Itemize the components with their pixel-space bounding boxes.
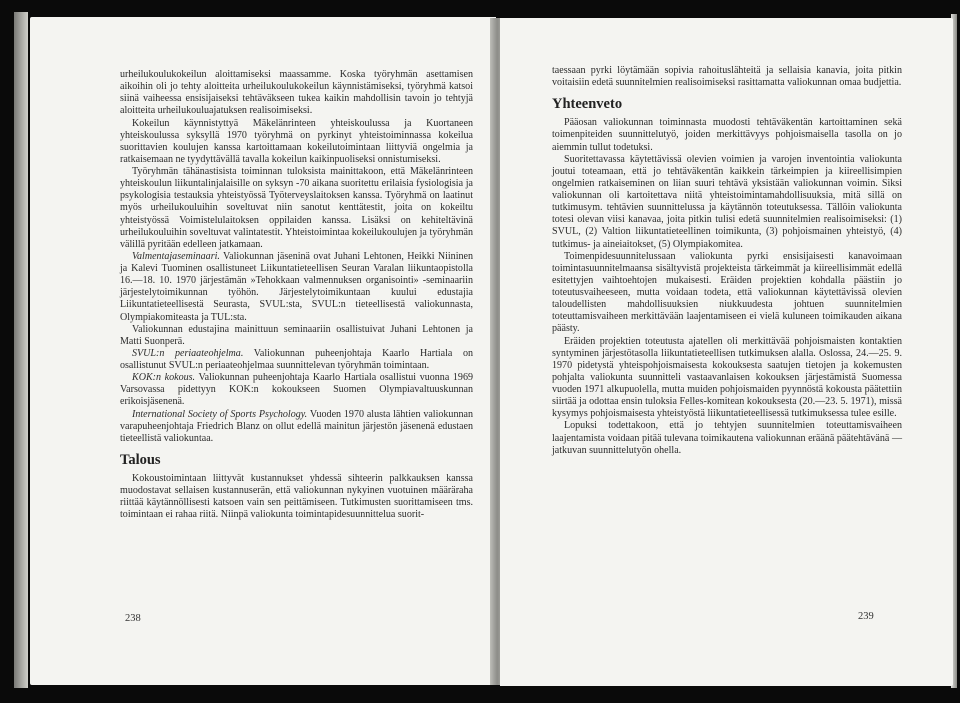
paragraph: urheilukoulukokeilun aloittamiseksi maassamme. Koska työryhmän asettamisen aikoihin oli jo tehty aloitteita urheilukoulukokeilun käynnistämiseksi, työryhmä katsoi siinä vaiheessa ensisijaiseksi tehtäväkseen tukea kaikin mahdollisin tavoin jo tehtyjä aloitteita urheilukouluajatuksen realisoimiseksi. — [120, 69, 473, 117]
run-in-heading: International Society of Sports Psychology. — [132, 408, 308, 420]
paragraph: taessaan pyrki löytämään sopivia rahoituslähteitä ja sellaisia kanavia, joita pitkin voitaisiin edetä suunnitelmien realisoimiseksi rasittamatta valiokunnan omaa budjettia. — [552, 65, 902, 89]
run-in-heading: Valmentajaseminaari. — [132, 250, 220, 262]
paragraph: Työryhmän tähänastisista toiminnan tuloksista mainittakoon, että Mäkelänrinteen yhteiskoulun liikuntalinjalaisille on syksyn -70 aikana suoritettu erilaisia fysiologisia ja psykologisia testauksia yhteistyössä Työterveyslaitoksen kanssa. Työryhmä on laatinut myös urheilukouluihin soveltuvat niin sanotut kenttätestit, joita on kokeiltu yhteistyössä Voimistelulaitoksen oppilaiden kanssa. Lisäksi on kehiteltävinä urheilukouluihin soveltuvat valintatestit. Yhteistoimintaa kokeilukoulujen ja työryhmän välillä pyritään edelleen jatkamaan. — [120, 166, 473, 250]
paragraph-valmentajaseminaari: Valmentajaseminaari. Valiokunnan jäseninä ovat Juhani Lehtonen, Heikki Niininen ja Kalevi Tuominen osallistuneet Liikuntatieteellisen Seuran Varalan liikuntaopistolla 16.—18. 10. 1970 järjestämän »Tehokkaan valmennuksen organisointi» -seminaariin järjestelytoimikunnan työhön. Järjestelytoimikuntaan kuului edustajia Liikuntatieteellisestä Seurasta, SVUL:sta, SVUL:n tieteellisestä valiokunnasta, Olympiakomiteasta ja TUL:sta. — [120, 250, 473, 323]
paragraph: Kokoustoimintaan liittyvät kustannukset yhdessä sihteerin palkkauksen kanssa muodostavat sellaisen kustannuserän, että valiokunnan nykyinen vuotuinen määräraha riittää käytännöllisesti katsoen vain sen peittämiseen. Tutkimusten suorittamiseen tms. toimintaan ei rahaa riitä. Niinpä valiokunta toimintapidesuunnittelua suorit- — [120, 472, 473, 521]
run-in-heading: KOK:n kokous. — [132, 372, 196, 384]
left-page-edge — [14, 12, 28, 688]
section-heading-yhteenveto: Yhteenveto — [552, 96, 623, 113]
section-heading-talous: Talous — [120, 451, 161, 468]
page-number: 239 — [858, 611, 874, 622]
page-number: 238 — [125, 613, 141, 624]
paragraph: Eräiden projektien toteutusta ajatellen oli merkittävää pohjoismaisten kontaktien syntyminen järjestötasolla liikuntatieteellisen tutkimuksen alalla. Oslossa, 24.—25. 9. 1970 pidetystä yhteispohjoismaisesta kokouksesta saatujen tietojen ja kokemusten pohjalta valiokunta suunnitteli vastaavanlaisen kokouksen järjestämistä Suomessa vuoden 1971 alkupuolella, mutta muiden pohjoismaiden pyynnöstä kokousta päätettiin siirtää ja odottaa ensin tuloksia Felles-komitean kokouksesta (20.—23. 5. 1971), missä kysymys pohjoismaisesta yhteistyöstä liikuntatieteellisessä tutkimuksessa tulee esille. — [552, 335, 902, 420]
paragraph: Valiokunnan edustajina mainittuun seminaariin osallistuivat Juhani Lehtonen ja Matti Suonperä. — [120, 323, 473, 347]
paragraph: Lopuksi todettakoon, että jo tehtyjen suunnitelmien toteuttamisvaiheen laajentamista voidaan pitää tulevana toimikautena valiokunnan eräänä päätehtävänä — jatkuvan suunnittelutyön ohella. — [552, 420, 902, 456]
paragraph: Kokeilun käynnistyttyä Mäkelänrinteen yhteiskoulussa ja Kuortaneen yhteiskoulussa syksyllä 1970 työryhmä on pyrkinyt yhteistoiminnassa kokeilua suorittavien koulujen kanssa kartoittamaan kokeilutoimintaan liittyviä ongelmia ja ratkaisemaan ne tyydyttävällä tavalla kokeilun kaikinpuoliseksi onnistumiseksi. — [120, 117, 473, 165]
right-page — [500, 18, 953, 686]
left-page-body — [120, 69, 473, 521]
paragraph: Pääosan valiokunnan toiminnasta muodosti tehtäväkentän kartoittaminen sekä toimenpiteiden suunnittelutyö, joiden merkittävyys pohjoismaisella tasolla on jo aiemmin tullut todetuksi. — [552, 117, 902, 153]
left-page — [30, 17, 496, 685]
paragraph: Suoritettavassa käytettävissä olevien voimien ja varojen inventointia valiokunta joutui toteamaan, että jo tehtäväkentän kaikkein tärkeimpien ja kiireellisimpien ongelmien ratkaiseminen on liian suuri tehtävä yksistään valiokunnan voimin. Siksi valiokunnan oli kartoitettava niitä yhteistoimintamahdollisuuksia, mitä sillä on tutkimusym. tehtävien suunnittelussa ja käytännön toteutuksessa. Tällöin valiokunta totesi olevan viisi kanavaa, joita pitkin tulisi edetä suunnitelmien realisoimiseksi: (1) SVUL, (2) Valtion liikuntatieteellinen toimikunta, (3) pohjoismainen yhteistyö, (4) tutkimus- ja aineiaitokset, (5) Olympiakomitea. — [552, 153, 902, 250]
paragraph-kok: KOK:n kokous. Valiokunnan puheenjohtaja Kaarlo Hartiala osallistui vuonna 1969 Varsovassa pidettyyn KOK:n kokoukseen Suomen Olympiavaltuuskunnan erikoisjäsenenä. — [120, 372, 473, 408]
paragraph-svul: SVUL:n periaateohjelma. Valiokunnan puheenjohtaja Kaarlo Hartiala on osallistunut SVUL:n periaateohjelmaa suunnittelevan työryhmän toimintaan. — [120, 347, 474, 371]
paragraph: Toimenpidesuunnitelussaan valiokunta pyrki ensisijaisesti kanavoimaan toimintasuunnitelmaansa sisältyvistä projekteista tärkeimmät ja kiireellisimmät edellä esitettyjen vaihtoehtojen mukaisesti. Eräiden projektien kohdalla päästiin jo toteutusvaiheeseen, mutta voidaan todeta, että valiokunnan käytettävissä olevien taloudellisten mahdollisuuksien niukkuudesta johtuen suunnitelmien toteuttamisvaiheen merkittävään laajentamiseen ei vielä kuluneen toimikauden aikana päästy. — [552, 250, 902, 335]
run-in-heading: SVUL:n periaateohjelma. — [132, 347, 244, 359]
paragraph-isp: International Society of Sports Psychology. Vuoden 1970 alusta lähtien valiokunnan varapuheenjohtaja Friedrich Blanz on ollut edellä mainitun järjestön jäsenenä edustaen tieteellistä valiokuntaa. — [120, 408, 473, 444]
right-page-body — [552, 65, 902, 457]
